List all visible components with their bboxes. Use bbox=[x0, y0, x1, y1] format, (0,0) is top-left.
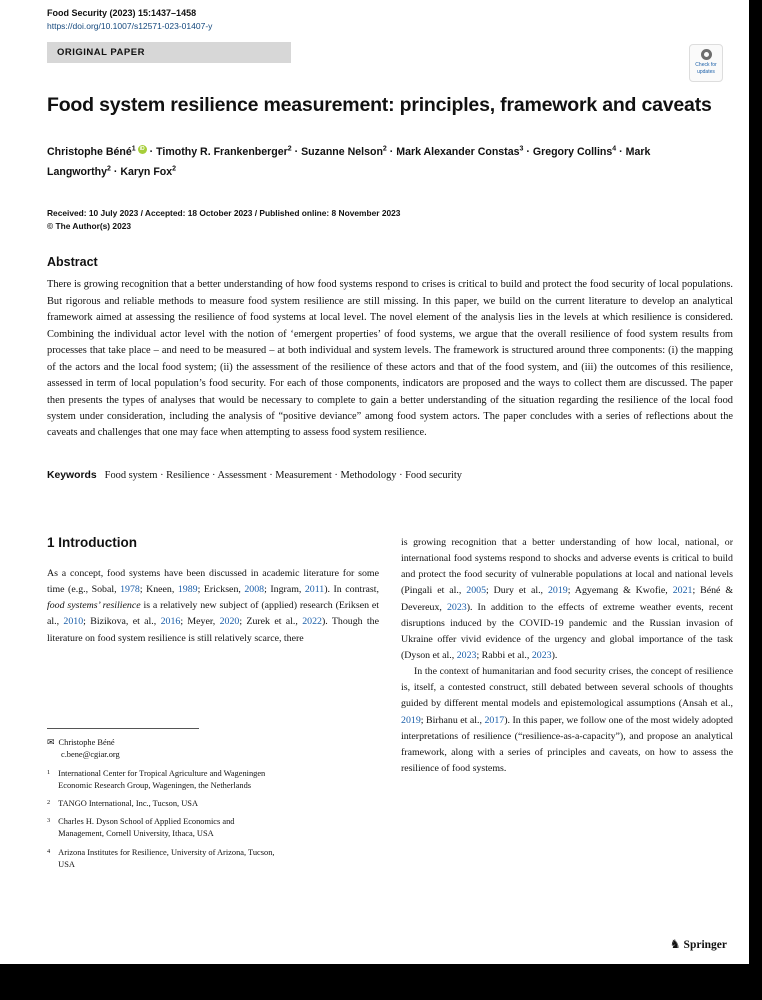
text-run: As a concept, food systems have been discussed in academic literature for some time (e.g., Sobal, bbox=[47, 567, 379, 596]
citation-link[interactable]: 2017 bbox=[484, 714, 505, 726]
author-name[interactable]: Mark Alexander Constas bbox=[396, 145, 520, 158]
citation-link[interactable]: 2021 bbox=[672, 585, 693, 597]
text-run: ). In addition to the effects of extreme weather events, recent disruptions induced by the COVID-19 pandemic and the Russian invasion of Ukraine offer vivid evidence of the urgency and global importance of the task (Dyson et al., bbox=[401, 601, 733, 661]
keyword: Food security bbox=[405, 469, 462, 481]
badge-line-1: Check for bbox=[695, 62, 717, 68]
author-separator: · bbox=[616, 145, 626, 158]
author-affiliation-ref: 2 bbox=[172, 164, 177, 172]
left-column bbox=[47, 535, 379, 871]
text-run: food systems’ resilience bbox=[47, 600, 141, 612]
author-affiliation-ref: 1 bbox=[131, 145, 136, 153]
affiliation-item bbox=[47, 798, 277, 810]
text-run: ; Dury et al., bbox=[486, 585, 548, 597]
author-list bbox=[47, 143, 695, 182]
keyword: Assessment bbox=[217, 469, 267, 481]
keyword: Food system bbox=[104, 469, 158, 481]
author-affiliation-ref: 2 bbox=[107, 164, 111, 172]
citation-link[interactable]: 2022 bbox=[302, 616, 322, 628]
text-run: ). In contrast, bbox=[324, 584, 379, 596]
text-run: ; Birhanu et al., bbox=[420, 714, 485, 726]
text-run: ). In this paper, we follow one of the most widely adopted interpretations of resilience (“resilience-as-a-capacity”), and propose an analytical framework, along with a series of principles and caveats, on how to assess the resilience of food systems. bbox=[401, 714, 733, 774]
intro-paragraph-left bbox=[47, 566, 379, 647]
text-run: ; Kneen, bbox=[139, 584, 178, 596]
springer-knight-icon: ♞ bbox=[669, 937, 681, 951]
text-run: is growing recognition that a better understanding of how local, national, or international food systems respond to shocks and adverse events is critical to build and protect the food security of vulnerable populations at local and national levels (Pingali et al., bbox=[401, 536, 733, 597]
journal-citation: Food Security (2023) 15:1437–1458 bbox=[47, 8, 197, 18]
article-dates: Received: 10 July 2023 / Accepted: 18 October 2023 / Published online: 8 November 2023 bbox=[47, 208, 401, 219]
doi-link[interactable]: https://doi.org/10.1007/s12571-023-01407-y bbox=[47, 21, 213, 31]
text-run: ; Ericksen, bbox=[197, 584, 245, 596]
affiliation-item bbox=[47, 847, 277, 871]
footnote-block bbox=[47, 728, 379, 871]
citation-link[interactable]: 2010 bbox=[63, 616, 84, 628]
paper-title: Food system resilience measurement: principles, framework and caveats bbox=[47, 94, 712, 116]
intro-paragraph-right-2 bbox=[401, 664, 733, 777]
correspondence-name: Christophe Béné bbox=[58, 738, 115, 748]
citation-link[interactable]: 2019 bbox=[547, 585, 568, 597]
publisher-logo bbox=[670, 937, 727, 952]
crossmark-icon bbox=[701, 49, 712, 60]
author-name[interactable]: Suzanne Nelson bbox=[301, 145, 383, 158]
citation-link[interactable]: 2023 bbox=[456, 649, 477, 661]
right-column bbox=[401, 535, 733, 871]
author-name[interactable]: Gregory Collins bbox=[532, 145, 613, 158]
abstract-text: There is growing recognition that a better understanding of how food systems respond to crises is critical to build and protect the food security of local populations. But rigorous and reliable methods to measure food system resilience are still missing. In this paper, we build on the current literature to develop an analytical framework aimed at assessing the resilience of food systems at local level. The novel element of the analysis lies in the levels at which resilience is considered. Combining the individual actor level with the notion of ‘emergent properties’ of food systems, we argue that the overall resilience of food system results from processes that take place – and need to be measured – at both individual and system levels. The framework is structured around three components: (i) the mapping of the actors and the local food system; (ii) the assessment of the resilience of these actors and that of the food system, and (iii) the outcomes of this resilience, assessed in term of local population’s food security. For each of those components, indicators are proposed and the ways to collect them are discussed. The paper then presents the types of analyses that would be necessary to complete to gain a better understanding of the situation regarding the resilience of the local food system under consideration, including the analysis of “positive deviance” among food system actors. The paper concludes with a series of reflections about the caveats and challenges that one may face when attempting to assess food system resilience. bbox=[47, 279, 733, 439]
author-separator: · bbox=[146, 145, 157, 158]
text-run: ). bbox=[551, 649, 558, 661]
author-name[interactable]: Christophe Béné bbox=[47, 145, 132, 158]
affiliation-list bbox=[47, 768, 379, 871]
abstract-heading: Abstract bbox=[47, 255, 98, 270]
author-affiliation-ref: 2 bbox=[382, 145, 387, 153]
affiliation-number: 2 bbox=[47, 799, 51, 807]
keyword-separator: · bbox=[209, 469, 218, 481]
keyword: Measurement bbox=[275, 469, 332, 481]
citation-link[interactable]: 2016 bbox=[160, 616, 181, 628]
affiliation-text: Charles H. Dyson School of Applied Economics and Management, Cornell University, Ithaca, USA bbox=[58, 817, 235, 839]
author-affiliation-ref: 2 bbox=[287, 145, 292, 153]
author-separator: · bbox=[291, 145, 302, 158]
keyword-separator: · bbox=[266, 469, 276, 481]
correspondence-email[interactable]: c.bene@cgiar.org bbox=[61, 750, 120, 760]
affiliation-number: 3 bbox=[47, 817, 51, 825]
keyword-separator: · bbox=[331, 469, 341, 481]
citation-link[interactable]: 2023 bbox=[446, 601, 467, 613]
text-run: ; Zurek et al., bbox=[239, 616, 303, 628]
citation-link[interactable]: 2019 bbox=[401, 714, 421, 726]
text-run: ; Meyer, bbox=[180, 616, 220, 628]
keywords-label: Keywords bbox=[47, 469, 97, 481]
keyword-separator: · bbox=[157, 469, 167, 481]
footnote-divider bbox=[47, 728, 199, 729]
affiliation-item bbox=[47, 768, 277, 792]
text-run: In the context of humanitarian and food security crises, the concept of resilience is, itself, a contested construct, still debated between several schools of thoughts guided by different mental models and epistemological assumptions (Ansah et al., bbox=[401, 666, 733, 710]
author-separator: · bbox=[386, 145, 397, 158]
check-for-updates-label bbox=[695, 62, 716, 76]
citation-link[interactable]: 1989 bbox=[177, 584, 198, 596]
author-name[interactable]: Karyn Fox bbox=[120, 165, 173, 178]
keyword-separator: · bbox=[396, 469, 406, 481]
text-run: ; Ingram, bbox=[264, 584, 305, 596]
text-run: ; Bizikova, et al., bbox=[83, 616, 161, 628]
text-run: is a relatively new subject of (applied) research (Eriksen et al., bbox=[47, 600, 379, 628]
text-run: ). Though the literature on food system resilience is still relatively scarce, there bbox=[47, 616, 379, 644]
author-separator: · bbox=[523, 145, 533, 158]
affiliation-text: Arizona Institutes for Resilience, University of Arizona, Tucson, USA bbox=[58, 847, 275, 869]
section-heading-introduction: 1 Introduction bbox=[47, 534, 137, 550]
article-type-banner: ORIGINAL PAPER bbox=[47, 42, 291, 63]
author-separator: · bbox=[110, 165, 121, 178]
check-for-updates-badge[interactable] bbox=[689, 44, 723, 82]
keyword: Resilience bbox=[166, 469, 210, 481]
affiliation-number: 4 bbox=[47, 847, 51, 855]
keyword-list bbox=[105, 470, 462, 481]
citation-link[interactable]: 2008 bbox=[244, 584, 265, 596]
introduction-section bbox=[47, 535, 733, 871]
citation-link[interactable]: 2020 bbox=[219, 616, 240, 628]
keywords-row bbox=[47, 470, 733, 481]
keyword: Methodology bbox=[340, 469, 397, 481]
text-run: ; Agyemang & Kwofie, bbox=[567, 585, 673, 597]
affiliation-number: 1 bbox=[47, 768, 51, 776]
author-affiliation-ref: 4 bbox=[612, 145, 617, 153]
orcid-icon[interactable]: iD bbox=[139, 146, 145, 153]
envelope-icon: ✉ bbox=[47, 737, 55, 748]
affiliation-text: International Center for Tropical Agriculture and Wageningen Economic Research Group, Wageningen, the Netherlands bbox=[58, 768, 266, 790]
citation-link[interactable]: 2023 bbox=[531, 649, 552, 661]
citation-link[interactable]: 1978 bbox=[120, 584, 140, 596]
affiliation-item bbox=[47, 816, 277, 840]
text-run: ; Béné & Devereux, bbox=[401, 585, 734, 613]
author-affiliation-ref: 3 bbox=[519, 145, 524, 153]
affiliation-text: TANGO International, Inc., Tucson, USA bbox=[58, 799, 198, 809]
badge-line-2: updates bbox=[697, 68, 715, 75]
copyright-line: © The Author(s) 2023 bbox=[47, 221, 132, 232]
citation-link[interactable]: 2005 bbox=[466, 585, 486, 597]
author-name[interactable]: Mark Langworthy bbox=[47, 145, 651, 178]
author-name[interactable]: Timothy R. Frankenberger bbox=[156, 145, 288, 158]
publisher-name: Springer bbox=[683, 938, 727, 951]
text-run: ; Rabbi et al., bbox=[476, 649, 532, 661]
correspondence-line bbox=[47, 736, 379, 749]
intro-paragraph-right-1 bbox=[401, 535, 733, 664]
citation-link[interactable]: 2011 bbox=[304, 584, 325, 596]
